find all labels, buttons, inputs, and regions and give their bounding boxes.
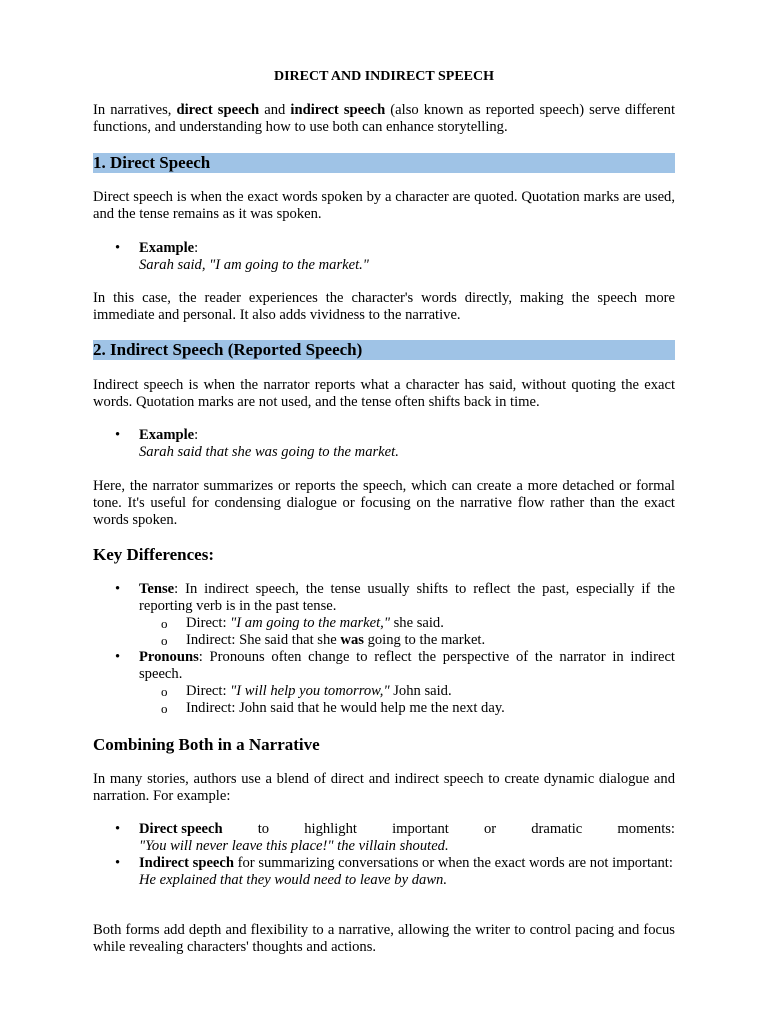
bullet-icon: • <box>115 240 121 256</box>
key-differences-heading: Key Differences: <box>93 545 214 564</box>
combining-direct-label: Direct speech <box>139 821 223 837</box>
direct-speech-explanation: In this case, the reader experiences the character's words directly, making the speech more immediate and personal. It also adds vividness to the narrative. <box>93 290 675 323</box>
combining-direct-word: important <box>392 821 449 837</box>
direct-speech-definition: Direct speech is when the exact words spoken by a character are quoted. Quotation marks are used, and the tense remains as it was spoken. <box>93 189 675 222</box>
tense-direct-prefix: Direct: <box>186 615 231 631</box>
sub-bullet-icon: o <box>161 616 168 631</box>
combining-direct-word: dramatic <box>531 821 583 837</box>
bullet-icon: • <box>115 581 121 597</box>
combining-indirect-label: Indirect speech <box>139 855 234 871</box>
document-title: DIRECT AND INDIRECT SPEECH <box>273 69 495 84</box>
combining-direct-word: or <box>483 821 497 837</box>
combining-direct-line <box>139 821 675 838</box>
example-label: Example <box>139 427 195 443</box>
bullet-icon: • <box>115 427 121 443</box>
sub-bullet-icon: o <box>161 633 168 648</box>
example-label: Example <box>139 240 195 256</box>
combining-direct-word: to <box>257 821 270 837</box>
intro-term-indirect: indirect speech <box>290 102 386 118</box>
combining-direct-word: moments: <box>617 821 675 837</box>
tense-label: Tense <box>139 581 175 597</box>
combining-intro: In many stories, authors use a blend of direct and indirect speech to create dynamic dialogue and narration. For example: <box>93 771 675 804</box>
example-colon: : <box>194 427 199 443</box>
example-text: Sarah said that she was going to the market. <box>139 444 399 460</box>
pronouns-label: Pronouns <box>139 649 199 665</box>
indirect-speech-example <box>93 427 675 461</box>
example-text: Sarah said, "I am going to the market." <box>139 257 369 273</box>
indirect-speech-explanation: Here, the narrator summarizes or reports the speech, which can create a more detached or formal tone. It's useful for condensing dialogue or focusing on the narrative flow rather than the exact words spoken. <box>93 478 675 528</box>
example-colon: : <box>194 240 199 256</box>
section-heading-direct-speech: 1. Direct Speech <box>93 153 675 173</box>
pronouns-text: : Pronouns often change to reflect the perspective of the narrator in indirect speech. <box>139 649 675 682</box>
combining-direct-word: highlight <box>304 821 357 837</box>
pronouns-direct-prefix: Direct: <box>186 683 231 699</box>
bullet-icon: • <box>115 821 121 837</box>
tense-indirect-item <box>93 632 675 649</box>
pronouns-direct-quote: "I will help you tomorrow," <box>230 683 390 699</box>
tense-indirect-suffix: going to the market. <box>363 632 486 648</box>
tense-indirect-prefix: Indirect: She said that she <box>186 632 341 648</box>
combining-indirect-quote: He explained that they would need to leave by dawn. <box>139 872 448 888</box>
tense-bullet <box>93 581 675 615</box>
tense-text: : In indirect speech, the tense usually shifts to reflect the past, especially if the reporting verb is in the past tense. <box>139 581 675 614</box>
intro-paragraph <box>93 102 675 136</box>
tense-direct-item <box>93 615 675 632</box>
bullet-icon: • <box>115 855 121 871</box>
section-heading-indirect-speech: 2. Indirect Speech (Reported Speech) <box>93 340 675 360</box>
combining-direct-quote: "You will never leave this place!" the villain shouted. <box>139 838 449 854</box>
tense-indirect-bold: was <box>340 632 364 648</box>
pronouns-bullet <box>93 649 675 683</box>
direct-speech-example <box>93 240 675 274</box>
combining-direct-bullet <box>93 821 675 855</box>
indirect-speech-definition: Indirect speech is when the narrator reports what a character has said, without quoting the exact words. Quotation marks are not used, and the tense often shifts back in time. <box>93 377 675 410</box>
combining-indirect-text: for summarizing conversations or when the exact words are not important: <box>234 855 673 871</box>
pronouns-direct-item <box>93 683 675 700</box>
combining-indirect-bullet <box>93 855 675 889</box>
intro-term-direct: direct speech <box>176 102 260 118</box>
intro-text-3: (also known as reported speech) serve different functions, and understanding how to use both can enhance storytelling. <box>93 102 676 135</box>
sub-bullet-icon: o <box>161 701 168 716</box>
sub-bullet-icon: o <box>161 684 168 699</box>
intro-text-2: and <box>259 102 291 118</box>
intro-text-1: In narratives, <box>93 102 177 118</box>
bullet-icon: • <box>115 649 121 665</box>
combining-heading: Combining Both in a Narrative <box>93 735 320 754</box>
closing-paragraph: Both forms add depth and flexibility to a narrative, allowing the writer to control pacing and focus while revealing characters' thoughts and actions. <box>93 922 675 955</box>
tense-direct-suffix: she said. <box>389 615 444 631</box>
pronouns-indirect-item <box>93 700 675 717</box>
pronouns-direct-suffix: John said. <box>389 683 452 699</box>
pronouns-indirect-text: Indirect: John said that he would help me the next day. <box>186 700 505 716</box>
tense-direct-quote: "I am going to the market," <box>230 615 390 631</box>
